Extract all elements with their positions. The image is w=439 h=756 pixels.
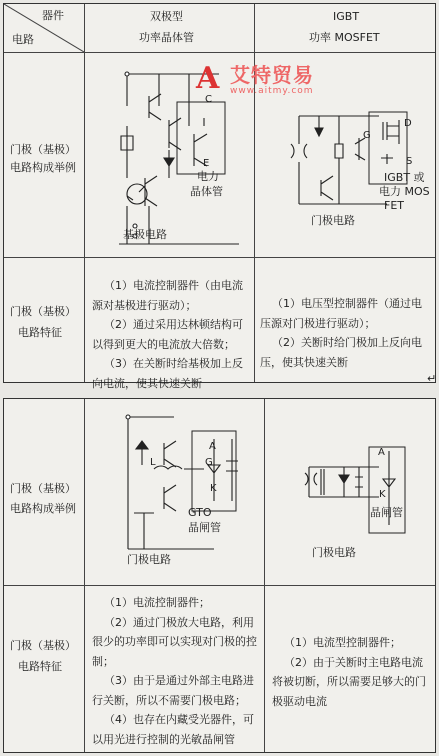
- igbt-terminal-s: S: [406, 156, 413, 167]
- gto-circuit-caption: 门极电路: [127, 553, 171, 566]
- row1-label-line2: 电路构成举例: [10, 161, 76, 174]
- gto-feature-1: （1）电流控制器件；: [104, 596, 210, 609]
- return-mark: ↵: [427, 372, 437, 385]
- watermark-logo: A: [196, 61, 220, 96]
- row4-label-line2: 电路特征: [18, 660, 62, 673]
- igbt-device-label-line1: IGBT 或: [384, 171, 425, 184]
- divider: [84, 399, 85, 752]
- row3-label-line2: 电路构成举例: [10, 502, 76, 515]
- igbt-terminal-d: D: [404, 118, 412, 129]
- watermark-url: www.aitmy.com: [230, 86, 314, 96]
- igbt-device-label-line3: FET: [384, 199, 404, 212]
- scr-gate-circuit: [299, 439, 409, 539]
- bjt-terminal-e: E: [203, 158, 210, 169]
- row3-label-line1: 门极（基极）: [10, 482, 76, 495]
- top-table: [3, 3, 436, 390]
- row2-col1-text: [92, 276, 250, 393]
- gto-inductor-l: L: [150, 457, 156, 468]
- igbt-feature-2: （2）关断时给门极加上反向电压，使其快速关断: [260, 336, 422, 369]
- igbt-terminal-g: G: [363, 130, 371, 141]
- divider: [4, 585, 435, 586]
- watermark: [196, 62, 376, 100]
- igbt-device-label-line2: 电力 MOS: [379, 185, 430, 198]
- row4-col1-text: [92, 593, 258, 749]
- header-col1-line1: 双极型: [150, 10, 183, 23]
- scr-device-label: 晶闸管: [370, 506, 403, 519]
- scr-terminal-k: K: [379, 489, 386, 500]
- header-col2-line2: 功率 MOSFET: [309, 31, 380, 44]
- bjt-feature-2: （2）通过采用达林顿结构可以得到更大的电流放大倍数；: [92, 318, 243, 351]
- gto-feature-4: （4）也存在内藏受光器件，可以用光进行控制的光敏晶闸管: [92, 713, 254, 746]
- header-col1-line2: 功率晶体管: [139, 31, 194, 44]
- divider: [4, 257, 435, 258]
- bjt-circuit-caption: 基极电路: [123, 228, 167, 241]
- row4-label-line1: 门极（基极）: [10, 639, 76, 652]
- scr-terminal-a: A: [378, 447, 385, 458]
- bjt-feature-3: （3）在关断时给基极加上反向电流，使其快速关断: [92, 357, 243, 390]
- header-corner-bottom: 电路: [12, 33, 34, 46]
- bjt-terminal-c: C: [205, 94, 212, 105]
- divider: [254, 4, 255, 382]
- gto-terminal-g: G: [205, 457, 213, 468]
- divider: [84, 4, 85, 382]
- row2-label-line1: 门极（基极）: [10, 305, 76, 318]
- divider: [264, 399, 265, 752]
- row2-label-line2: 电路特征: [18, 326, 62, 339]
- gto-terminal-a: A: [209, 441, 216, 452]
- gto-device-label-line2: 晶闸管: [188, 521, 221, 534]
- igbt-feature-1: （1）电压型控制器件（通过电压源对门极进行驱动）；: [260, 297, 422, 330]
- gto-feature-2: （2）通过门极放大电路，利用很少的功率即可以实现对门极的控制；: [92, 615, 257, 668]
- row4-col2-text: [272, 633, 430, 711]
- bjt-device-label-line1: 电力: [197, 170, 219, 183]
- bjt-feature-1: （1）电流控制器件（由电流源对基极进行驱动）；: [92, 279, 243, 312]
- scr-feature-1: （1）电流型控制器件；: [284, 636, 401, 649]
- header-corner-top: 器件: [42, 9, 64, 22]
- igbt-circuit-caption: 门极电路: [311, 214, 355, 227]
- row1-label-line1: 门极（基极）: [10, 143, 76, 156]
- bottom-table: [3, 398, 436, 753]
- header-col2-line1: IGBT: [333, 10, 360, 23]
- gto-device-label-line1: GTO: [188, 506, 212, 519]
- scr-feature-2: （2）由于关断时主电路电流将被切断，所以需要足够大的门极驱动电流: [272, 655, 426, 708]
- gto-terminal-k: K: [210, 483, 217, 494]
- watermark-name: 艾特贸易: [230, 63, 314, 87]
- row2-col2-text: [260, 294, 430, 372]
- scr-circuit-caption: 门极电路: [312, 546, 356, 559]
- bjt-device-label-line2: 晶体管: [190, 185, 223, 198]
- divider: [4, 52, 435, 53]
- gto-feature-3: （3）由于是通过外部主电路进行关断，所以不需要门极电路；: [92, 674, 254, 707]
- gto-gate-circuit: [114, 409, 242, 559]
